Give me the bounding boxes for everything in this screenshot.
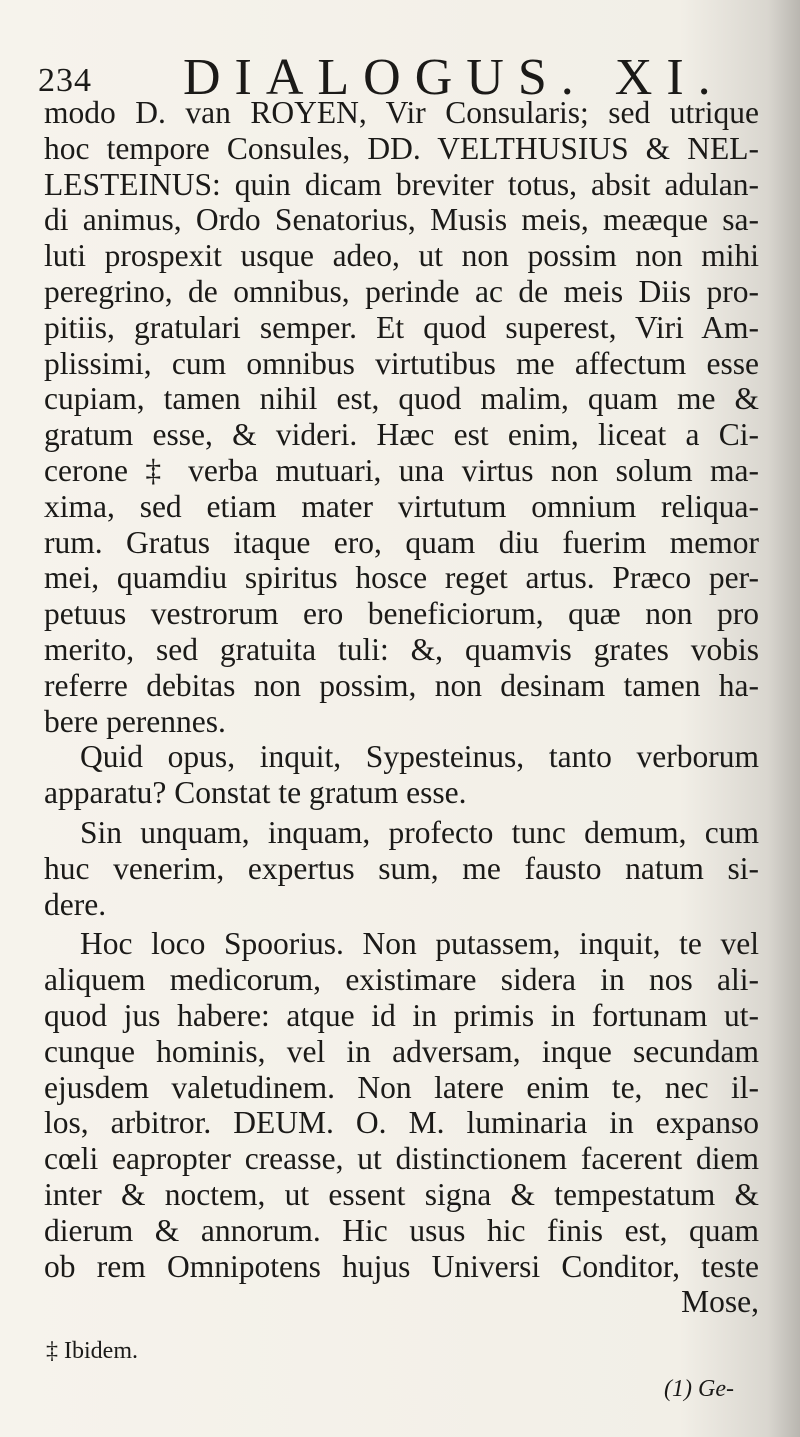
text-line: ejusdem valetudinem. Non latere enim te, nec il-: [44, 1069, 759, 1105]
text-line: hoc tempore Consules, DD. VELTHUSIUS & NEL-: [44, 130, 759, 166]
text-line: mei, quamdiu spiritus hosce reget artus. Præco per-: [44, 560, 759, 596]
text-line: dere.: [44, 886, 107, 922]
text-line: petuus vestrorum ero beneficiorum, quæ non pro: [44, 596, 759, 632]
text-line: huc venerim, expertus sum, me fausto natum si-: [44, 850, 759, 886]
text-line: bere perennes.: [44, 703, 226, 739]
text-line: Mose,: [681, 1284, 759, 1320]
text-line: cerone ‡ verba mutuari, una virtus non solum ma-: [44, 452, 759, 488]
text-line: cupiam, tamen nihil est, quod malim, quam me &: [44, 381, 759, 417]
page-number: 234: [38, 62, 92, 99]
text-line: LESTEINUS: quin dicam breviter totus, absit adulan-: [44, 166, 759, 202]
body-text: [44, 95, 759, 1320]
text-line: ob rem Omnipotens hujus Universi Conditor, teste: [44, 1248, 759, 1284]
running-head: DIALOGUS. XI.: [183, 49, 725, 106]
text-line: di animus, Ordo Senatorius, Musis meis, meæque sa-: [44, 202, 759, 238]
text-line: cunque hominis, vel in adversam, inque secundam: [44, 1033, 759, 1069]
text-line: aliquem medicorum, existimare sidera in nos ali-: [44, 962, 759, 998]
text-line: Sin unquam, inquam, profecto tunc demum, cum: [80, 814, 759, 850]
text-line: merito, sed gratuita tuli: &, quamvis grates vobis: [44, 631, 759, 667]
text-line: xima, sed etiam mater virtutum omnium reliqua-: [44, 488, 759, 524]
text-line: apparatu? Constat te gratum esse.: [44, 775, 467, 811]
text-line: modo D. van ROYEN, Vir Consularis; sed utrique: [44, 95, 759, 130]
text-line: luti prospexit usque adeo, ut non possim non mihi: [44, 238, 759, 274]
text-line: plissimi, cum omnibus virtutibus me affectum esse: [44, 345, 759, 381]
catchword: (1) Ge-: [664, 1376, 734, 1402]
text-line: cœli eapropter creasse, ut distinctionem facerent diem: [44, 1141, 759, 1177]
text-line: pitiis, gratulari semper. Et quod superest, Viri Am-: [44, 309, 759, 345]
text-line: Quid opus, inquit, Sypesteinus, tanto verborum: [80, 739, 759, 775]
text-line: rum. Gratus itaque ero, quam diu fuerim memor: [44, 524, 759, 560]
footnote: ‡ Ibidem.: [46, 1338, 138, 1364]
text-line: referre debitas non possim, non desinam tamen ha-: [44, 667, 759, 703]
text-line: quod jus habere: atque id in primis in fortunam ut-: [44, 997, 759, 1033]
text-line: peregrino, de omnibus, perinde ac de meis Diis pro-: [44, 273, 759, 309]
text-line: gratum esse, & videri. Hæc est enim, liceat a Ci-: [44, 417, 759, 453]
text-line: inter & noctem, ut essent signa & tempestatum &: [44, 1176, 759, 1212]
text-line: Hoc loco Spoorius. Non putassem, inquit, te vel: [80, 926, 759, 962]
text-line: dierum & annorum. Hic usus hic finis est, quam: [44, 1212, 759, 1248]
text-line: los, arbitror. DEUM. O. M. luminaria in expanso: [44, 1105, 759, 1141]
page-header: [38, 40, 758, 106]
